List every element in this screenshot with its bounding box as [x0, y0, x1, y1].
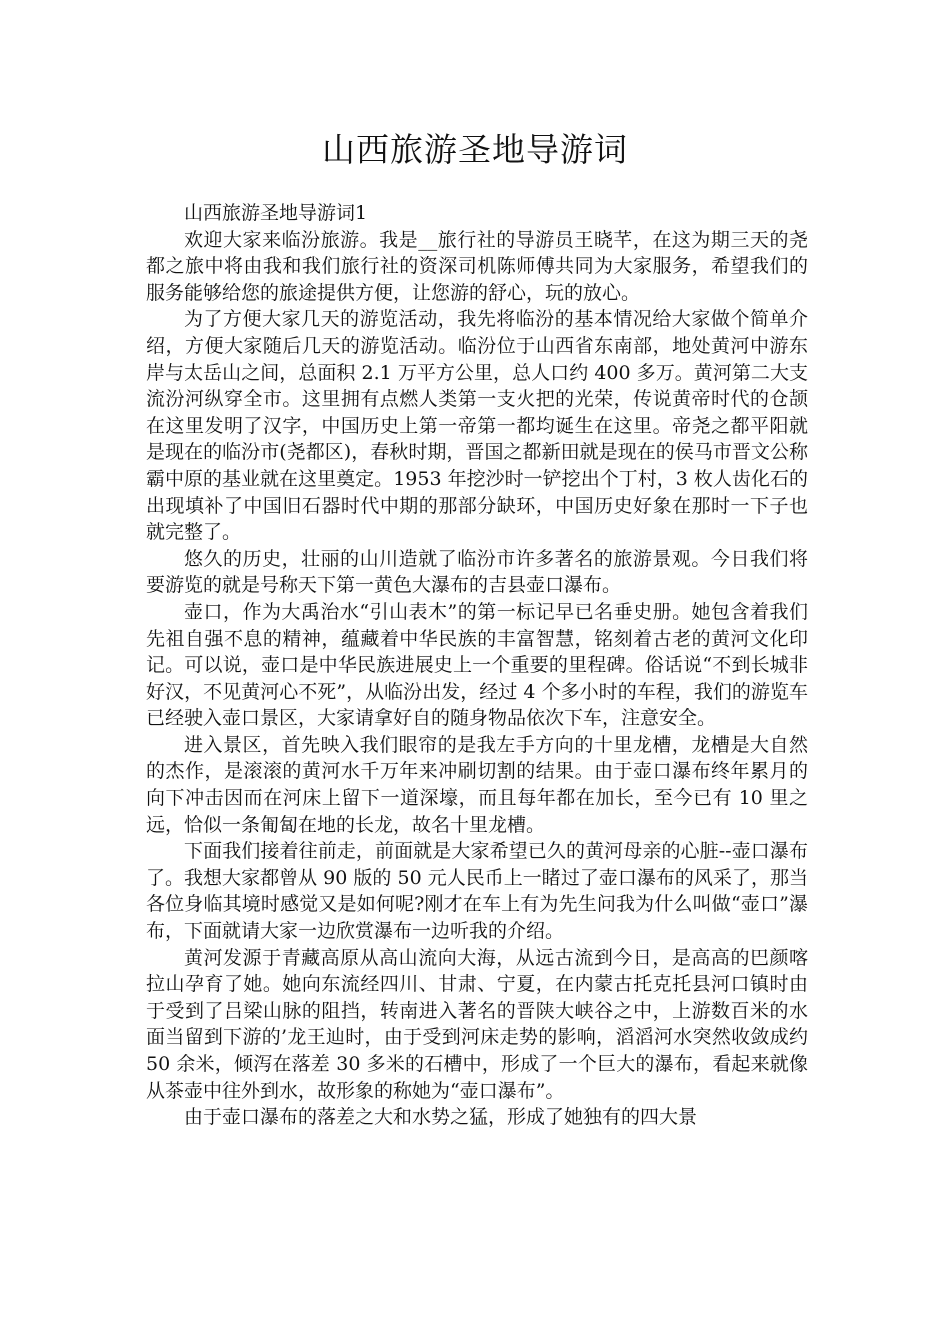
- paragraph-yellow-river: 黄河发源于青藏高原从高山流向大海，从远古流到今日，是高高的巴颜喀拉山孕育了她。她向东流经四川、甘肃、宁夏，在内蒙古托克托县河口镇时由于受到了吕梁山脉的阻挡，转南进入著名的晋陕大峡谷之中，上游数百米的水面当留到下游的’龙王辿时，由于受到河床走势的影响，滔滔河水突然收敛成约 50 余米，倾泻在落差 30 多米的石槽中，形成了一个巨大的瀑布，看起来就像从茶壶中往外到水，故形象的称她为“壶口瀑布”。: [146, 946, 808, 1102]
- paragraph-hukou: 壶口，作为大禹治水“引山表木”的第一标记早已名垂史册。她包含着我们先祖自强不息的精神，蕴藏着中华民族的丰富智慧，铭刻着古老的黄河文化印记。可以说，壶口是中华民族进展史上一个重要的里程碑。俗话说“不到长城非好汉，不见黄河心不死”，从临汾出发，经过 4 个多小时的车程，我们的游览车已经驶入壶口景区，大家请拿好自的随身物品依次下车，注意安全。: [146, 600, 808, 730]
- paragraph-welcome: 欢迎大家来临汾旅游。我是__旅行社的导游员王晓芊，在这为期三天的尧都之旅中将由我和我们旅行社的资深司机陈师傅共同为大家服务，希望我们的服务能够给您的旅途提供方便，让您游的舒心，玩的放心。: [146, 228, 808, 304]
- paragraph-linfen-intro: 为了方便大家几天的游览活动，我先将临汾的基本情况给大家做个简单介绍，方便大家随后几天的游览活动。临汾位于山西省东南部，地处黄河中游东岸与太岳山之间，总面积 2.1 万平方公里，总人口约 400 多万。黄河第二大支流汾河纵穿全市。这里拥有点燃人类第一支火把的光荣，传说黄帝时代的仓颉在这里发明了汉字，中国历史上第一帝第一都均诞生在这里。帝尧之都平阳就是现在的临汾市(尧都区)，春秋时期，晋国之都新田就是现在的侯马市晋文公称霸中原的基业就在这里奠定。1953 年挖沙时一铲挖出个丁村，3 枚人齿化石的出现填补了中国旧石器时代中期的那部分缺环，中国历史好象在那时一下子也就完整了。: [146, 308, 808, 544]
- paragraph-scenery: 悠久的历史，壮丽的山川造就了临汾市许多著名的旅游景观。今日我们将要游览的就是号称天下第一黄色大瀑布的吉县壶口瀑布。: [146, 547, 808, 597]
- paragraph-longcao: 进入景区，首先映入我们眼帘的是我左手方向的十里龙槽，龙槽是大自然的杰作，是滚滚的黄河水千万年来冲刷切割的结果。由于壶口瀑布终年累月的向下冲击因而在河床上留下一道深壕，而且每年都在加长，至今已有 10 里之远，恰似一条匍匐在地的长龙，故名十里龙槽。: [146, 733, 808, 836]
- document-body: [146, 200, 808, 1131]
- document-title: 山西旅游圣地导游词: [322, 130, 628, 169]
- paragraph-heading: 山西旅游圣地导游词1: [184, 202, 368, 224]
- paragraph-four-scenes: 由于壶口瀑布的落差之大和水势之猛，形成了她独有的四大景: [184, 1106, 698, 1129]
- paragraph-waterfall: 下面我们接着往前走，前面就是大家希望已久的黄河母亲的心脏--壶口瀑布了。我想大家都曾从 90 版的 50 元人民币上一睹过了壶口瀑布的风采了，那当各位身临其境时感觉又是如何呢?刚才在车上有为先生问我为什么叫做“壶口”瀑布，下面就请大家一边欣赏瀑布一边听我的介绍。: [146, 840, 808, 943]
